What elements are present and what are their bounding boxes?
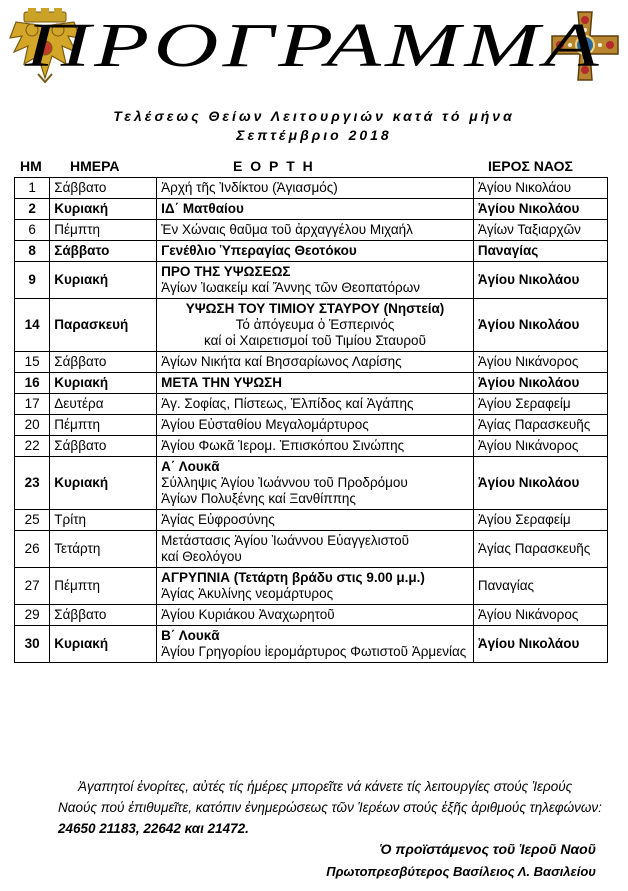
feast-line: καί οἱ Χαιρετισμοί τοῦ Τιμίου Σταυροῦ [204,333,426,348]
table-row [15,352,608,373]
cell-day-number: 25 [15,510,50,531]
feast-line: Ἀρχή τῆς Ἰνδίκτου (Ἁγιασμός) [161,180,338,195]
cell-weekday: Σάββατο [50,241,157,262]
feast-line: Ἁγίου Γρηγορίου ἱερομάρτυρος Φωτιστοῦ Ἀρμενίας [161,644,467,659]
cell-day-number: 8 [15,241,50,262]
cell-day-number: 9 [15,262,50,299]
cell-feast [157,241,474,262]
header-num: ΗΜ [20,158,42,174]
cell-church: Ἁγίου Νικολάου [473,457,607,510]
cell-church: Ἁγίων Ταξιαρχῶν [473,220,607,241]
cell-day-number: 22 [15,436,50,457]
cell-feast [157,605,474,626]
feast-line: Γενέθλιο Ὑπεραγίας Θεοτόκου [161,243,357,258]
feast-line: Ἁγίων Ἰωακείμ καί Ἄννης τῶν Θεοπατόρων [161,280,420,295]
cell-church: Ἁγίου Νικολάου [473,178,607,199]
cell-feast [157,457,474,510]
table-row [15,394,608,415]
cell-church: Παναγίας [473,241,607,262]
feast-line: Ἁγίας Ἀκυλίνης νεομάρτυρος [161,586,334,601]
cell-weekday: Σάββατο [50,436,157,457]
feast-line: Τό ἀπόγευμα ὁ Ἑσπερινός [235,317,395,332]
cell-feast [157,220,474,241]
cell-church: Ἁγίου Νικάνορος [473,605,607,626]
cell-day-number: 6 [15,220,50,241]
cell-weekday: Πέμπτη [50,220,157,241]
cell-weekday: Πέμπτη [50,415,157,436]
header-church: ΙΕΡΟΣ ΝΑΟΣ [488,158,573,174]
cell-church: Ἁγίου Νικολάου [473,626,607,663]
table-row [15,415,608,436]
cell-church: Ἁγίου Νικολάου [473,299,607,352]
cell-weekday: Κυριακή [50,457,157,510]
page-title: ΠΡΟΓΡΑΜΜΑ [24,12,604,80]
feast-line: ΑΓΡΥΠΝΙΑ (Τετάρτη βράδυ στις 9.00 μ.μ.) [161,570,425,585]
feast-line: Ἁγίου Κυριάκου Ἀναχωρητοῦ [161,607,335,622]
feast-line: καί Θεολόγου [161,549,242,564]
cell-feast [157,373,474,394]
cell-day-number: 29 [15,605,50,626]
feast-line: Ἁγίου Εὐσταθίου Μεγαλομάρτυρος [161,417,369,432]
feast-line: Ἐν Χώναις θαῦμα τοῦ ἀρχαγγέλου Μιχαήλ [161,222,413,237]
cell-feast [157,299,474,352]
note-text: Ἀγαπητοί ἐνορίτες, αὐτές τίς ἡμέρες μπορεῖτε νά κάνετε τίς λειτουργίες στούς Ἱερούς Ναούς πού ἐπιθυμεῖτε, κατόπιν ἐνημερώσεως τῶν Ἱερέων στούς ἑξῆς ἀριθμούς τηλεφώνων: [58,779,602,815]
cell-feast [157,415,474,436]
header-feast: Ε Ο Ρ Τ Η [233,158,315,174]
cell-feast [157,626,474,663]
cell-day-number: 20 [15,415,50,436]
cell-church: Ἁγίου Σεραφείμ [473,394,607,415]
cell-weekday: Δευτέρα [50,394,157,415]
feast-line: Μετάστασις Ἁγίου Ἰωάννου Εὐαγγελιστοῦ [161,533,409,548]
cell-day-number: 1 [15,178,50,199]
cell-church: Ἁγίου Νικολάου [473,262,607,299]
cell-weekday: Παρασκευή [50,299,157,352]
cell-weekday: Τετάρτη [50,531,157,568]
cell-feast [157,394,474,415]
table-row [15,457,608,510]
cell-feast [157,531,474,568]
feast-line: ΠΡΟ ΤΗΣ ΥΨΩΣΕΩΣ [161,264,291,279]
schedule-table [14,177,608,663]
cell-feast [157,178,474,199]
signature-title: Ὁ προϊστάμενος τοῦ Ἱεροῦ Ναοῦ [379,841,596,857]
table-row [15,436,608,457]
note-paragraph [58,776,606,839]
cell-weekday: Κυριακή [50,626,157,663]
cell-day-number: 14 [15,299,50,352]
cell-feast [157,199,474,220]
feast-line: Β΄ Λουκᾶ [161,628,220,643]
cell-day-number: 30 [15,626,50,663]
cell-weekday: Κυριακή [50,262,157,299]
feast-line: Ἁγίων Πολυξένης καί Ξανθίππης [161,491,356,506]
cell-day-number: 15 [15,352,50,373]
feast-line: Α΄ Λουκᾶ [161,459,220,474]
cell-feast [157,510,474,531]
cell-church: Παναγίας [473,568,607,605]
cell-weekday: Πέμπτη [50,568,157,605]
cell-feast [157,436,474,457]
cell-church: Ἁγίου Σεραφείμ [473,510,607,531]
feast-line: ΥΨΩΣΗ ΤΟΥ ΤΙΜΙΟΥ ΣΤΑΥΡΟΥ (Νηστεία) [185,301,445,316]
table-row [15,178,608,199]
feast-line: Ἁγίων Νικήτα καί Βησσαρίωνος Λαρίσης [161,354,402,369]
cell-church: Ἁγίας Παρασκευῆς [473,531,607,568]
feast-line: Ἁγίου Φωκᾶ Ἱερομ. Ἐπισκόπου Σινώπης [161,438,405,453]
cell-weekday: Σάββατο [50,178,157,199]
cell-weekday: Σάββατο [50,605,157,626]
header-day: ΗΜΕΡΑ [70,158,120,174]
cell-feast [157,352,474,373]
cell-day-number: 27 [15,568,50,605]
cell-day-number: 23 [15,457,50,510]
cell-church: Ἁγίου Νικάνορος [473,436,607,457]
cell-weekday: Κυριακή [50,199,157,220]
cell-day-number: 16 [15,373,50,394]
table-row [15,199,608,220]
cell-weekday: Τρίτη [50,510,157,531]
table-row [15,220,608,241]
feast-line: Σύλληψις Ἁγίου Ἰωάννου τοῦ Προδρόμου [161,475,408,490]
table-row [15,299,608,352]
subtitle-line-2: Σεπτέμβριο 2018 [236,127,392,143]
feast-line: Ἁγίας Εὐφροσύνης [161,512,275,527]
feast-line: ΜΕΤΑ ΤΗΝ ΥΨΩΣΗ [161,375,282,390]
cell-day-number: 26 [15,531,50,568]
note-phones: 24650 21183, 22642 και 21472. [58,821,249,836]
cell-feast [157,568,474,605]
cell-feast [157,262,474,299]
table-row [15,373,608,394]
cell-church: Ἁγίας Παρασκευῆς [473,415,607,436]
cell-church: Ἁγίου Νικολάου [473,373,607,394]
signature-name: Πρωτοπρεσβύτερος Βασίλειος Λ. Βασιλείου [326,864,596,879]
cell-weekday: Κυριακή [50,373,157,394]
table-row [15,510,608,531]
table-row [15,626,608,663]
cell-day-number: 17 [15,394,50,415]
cell-day-number: 2 [15,199,50,220]
feast-line: Ἁγ. Σοφίας, Πίστεως, Ἐλπίδος καί Ἀγάπης [161,396,414,411]
cell-church: Ἁγίου Νικάνορος [473,352,607,373]
table-row [15,605,608,626]
feast-line: ΙΔ΄ Ματθαίου [161,201,244,216]
table-row [15,531,608,568]
cell-church: Ἁγίου Νικολάου [473,199,607,220]
cell-weekday: Σάββατο [50,352,157,373]
subtitle-line-1: Τελέσεως Θείων Λειτουργιών κατά τό μήνα [113,108,515,124]
table-row [15,262,608,299]
table-row [15,241,608,262]
table-row [15,568,608,605]
